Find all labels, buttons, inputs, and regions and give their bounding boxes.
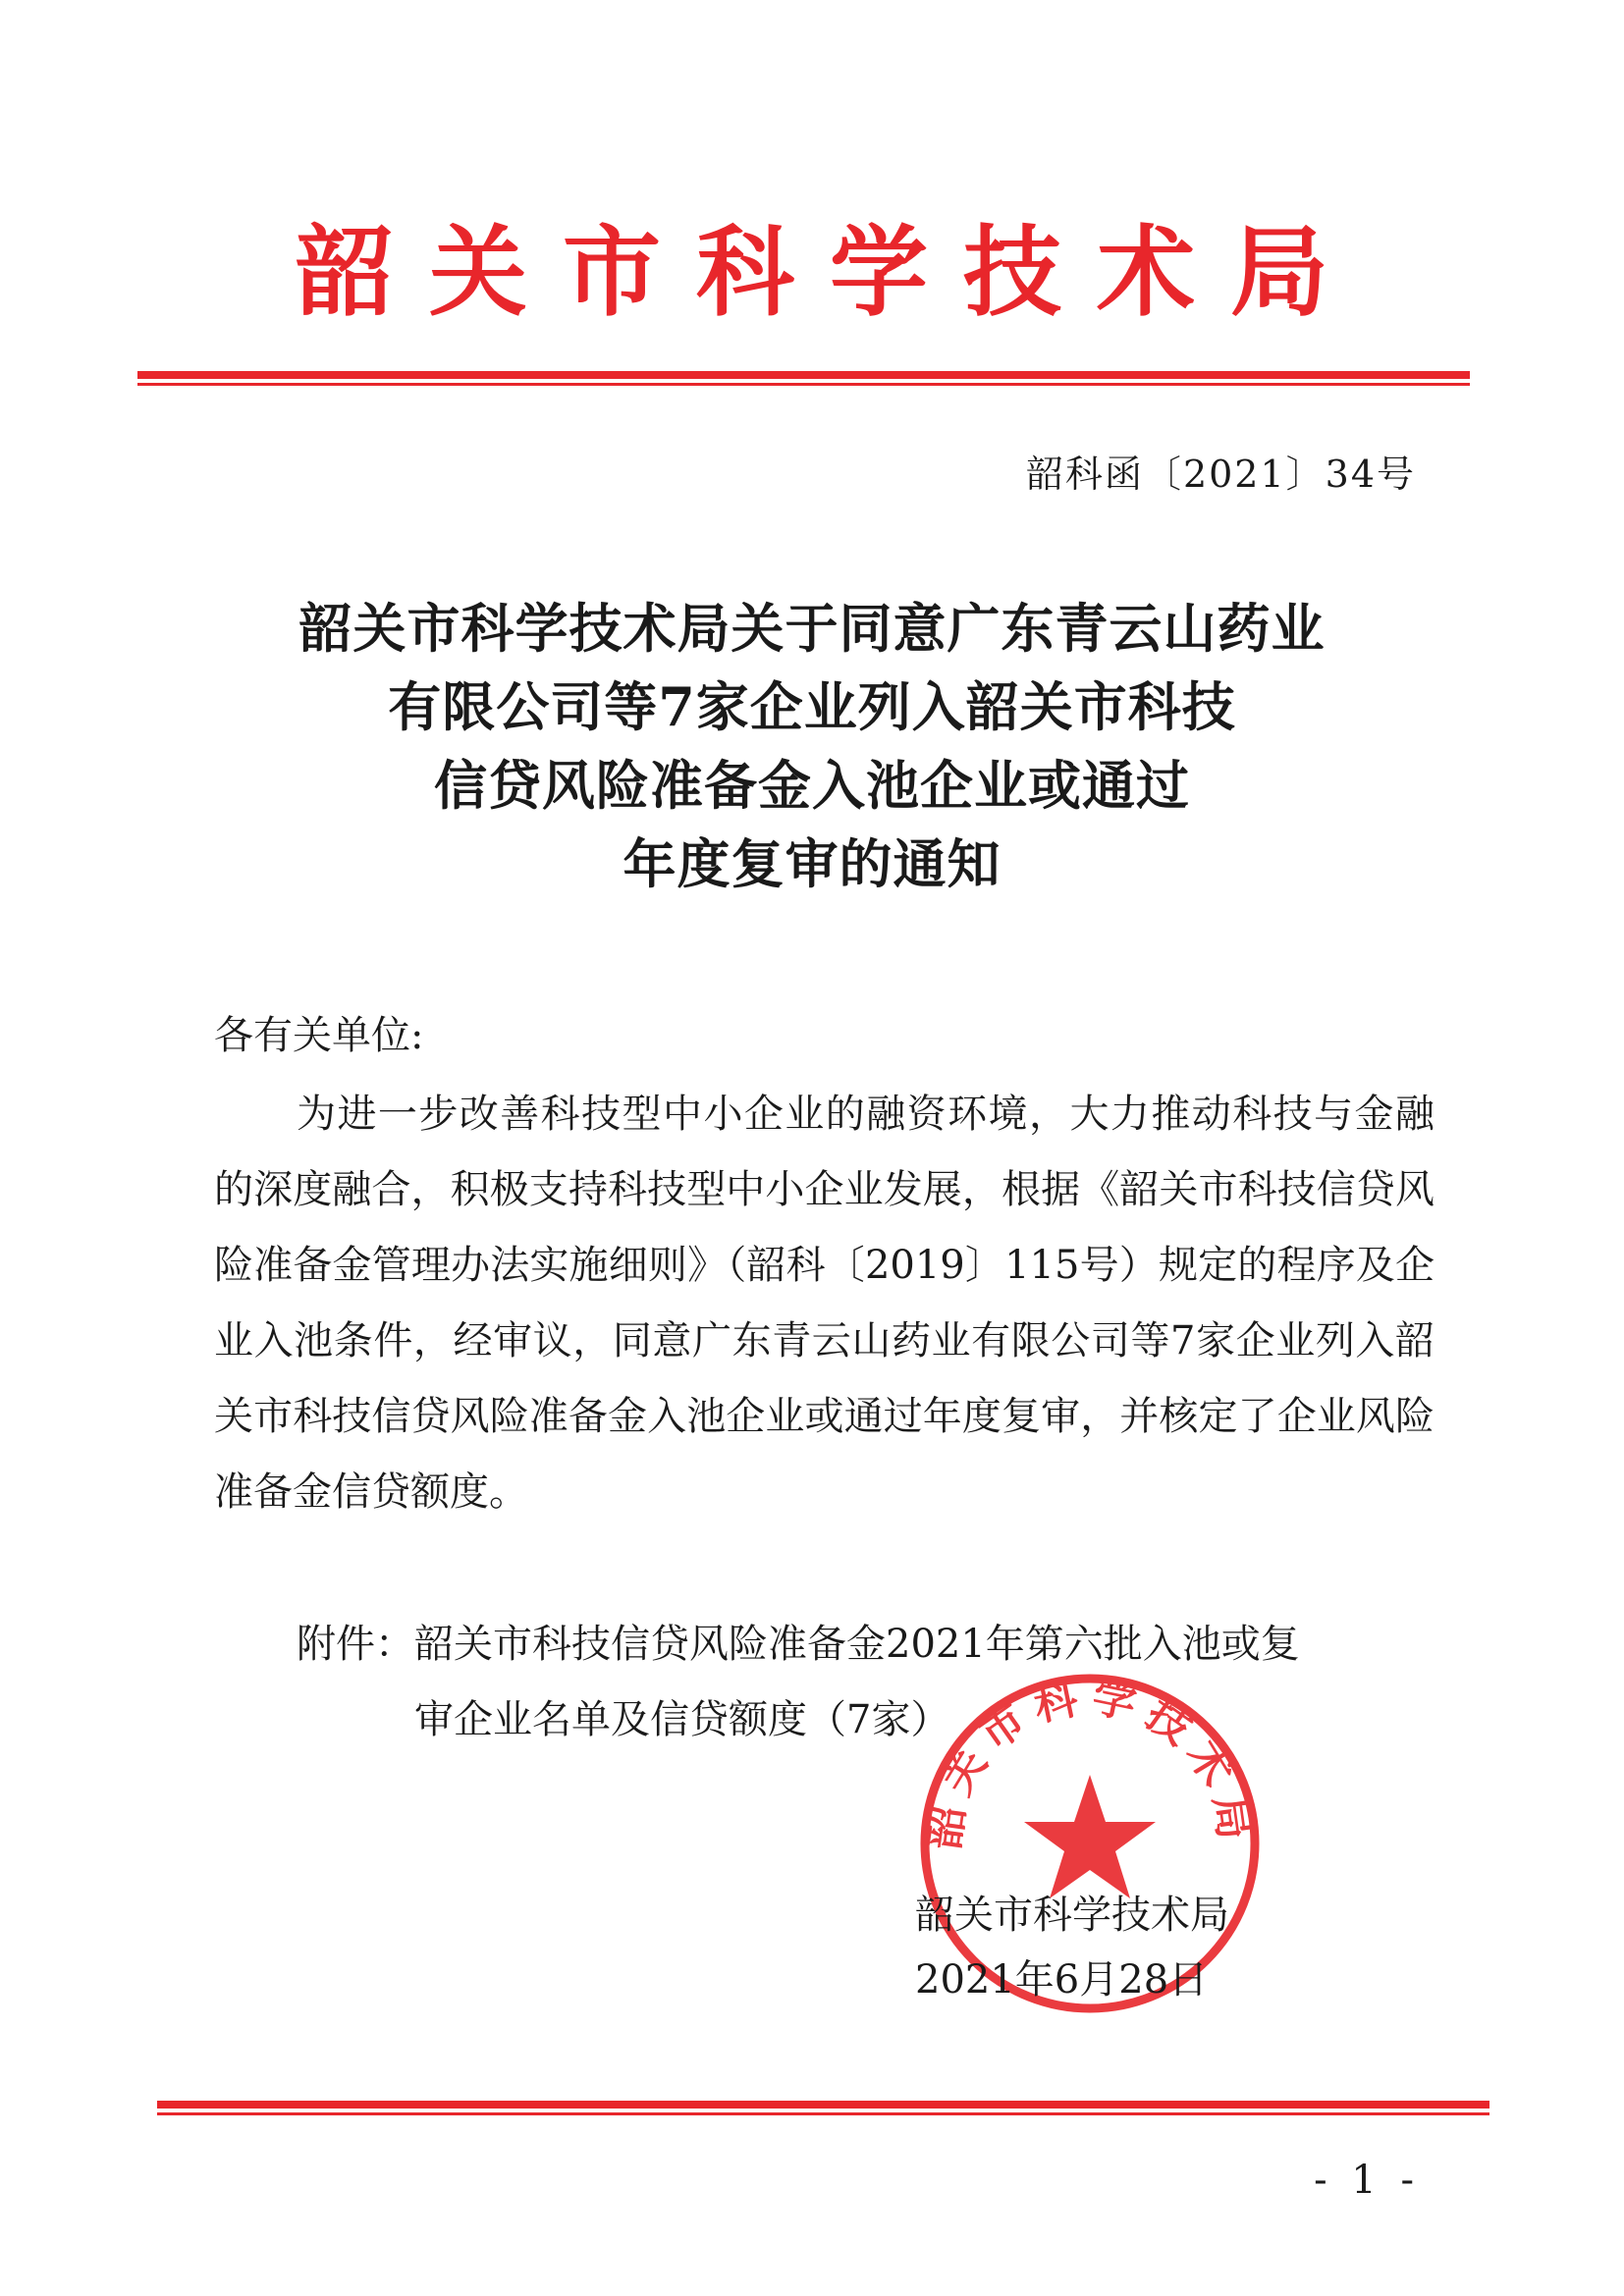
signature-org: 韶关市科学技术局: [915, 1893, 1229, 1938]
letterhead-rule-thick: [137, 371, 1470, 379]
footer-rule-thick: [157, 2101, 1489, 2109]
seal-star-icon: [1024, 1775, 1156, 1898]
title-line: 有限公司等7家企业列入韶关市科技: [388, 675, 1236, 738]
letterhead-rule-thin: [137, 383, 1470, 386]
body-paragraph: 为进一步改善科技型中小企业的融资环境，大力推动科技与金融的深度融合，积极支持科技型中小企业发展，根据《韶关市科技信贷风险准备金管理办法实施细则》（韶科〔2019〕115号）规定的程序及企业入池条件，经审议，同意广东青云山药业有限公司等7家企业列入韶关市科技信贷风险准备金入池企业或通过年度复审，并核定了企业风险准备金信贷额度。: [214, 1092, 1435, 1515]
footer-rule-thin: [157, 2112, 1489, 2115]
document-number: 韶科函〔2021〕34号: [1025, 453, 1416, 496]
document-title: [157, 589, 1467, 903]
page-number: - 1 -: [1314, 2158, 1420, 2203]
signature-block: [915, 1883, 1229, 2012]
attachment-line: 审企业名单及信贷额度（7家）: [414, 1697, 950, 1742]
seal-text: 韶关市科学技术局: [918, 1671, 1262, 1852]
title-line: 信贷风险准备金入池企业或通过: [434, 754, 1190, 817]
letterhead-title: 韶关市科学技术局: [296, 215, 1364, 330]
salutation: 各有关单位:: [214, 1013, 424, 1058]
signature-date: 2021年6月28日: [915, 1957, 1209, 2002]
attachment-line: 附件：韶关市科技信贷风险准备金2021年第六批入池或复: [297, 1622, 1300, 1667]
title-line: 年度复审的通知: [623, 832, 1001, 895]
title-line: 韶关市科学技术局关于同意广东青云山药业: [298, 597, 1326, 660]
